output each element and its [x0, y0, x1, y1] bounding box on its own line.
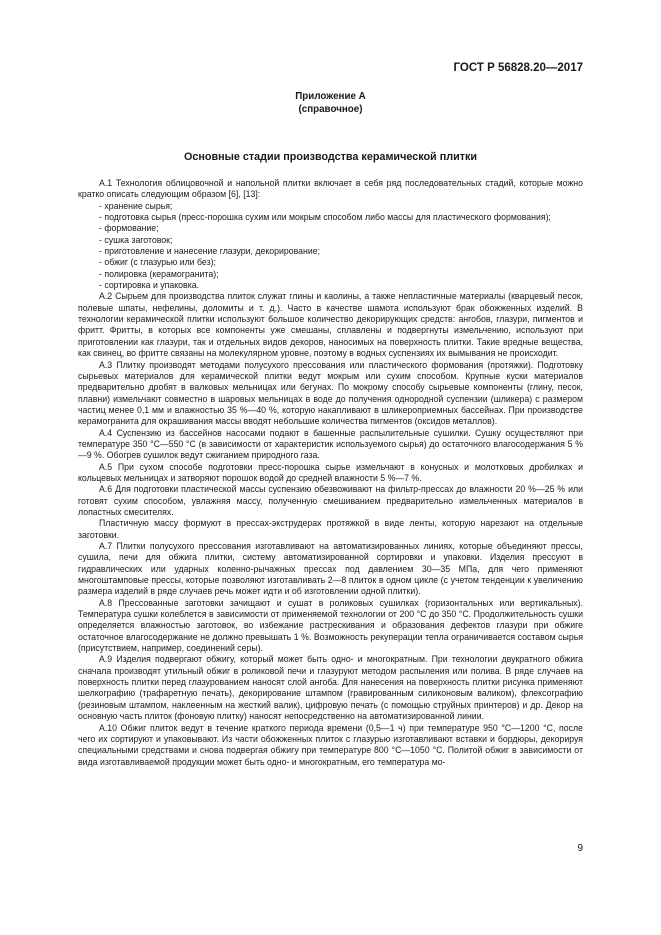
document-code: ГОСТ Р 56828.20—2017 — [453, 62, 583, 74]
list-item: - сортировка и упаковка. — [99, 280, 200, 291]
appendix-type: (справочное) — [298, 103, 363, 115]
list-item: - формование; — [99, 223, 159, 234]
paragraph-a10: А.10 Обжиг плиток ведут в течение краткого периода времени (0,5—1 ч) при температуре 950 °С—1200 °С, после чего их сортируют и упаковывают. Из части обожженных плиток с глазурью изготавливают вставки и бордюры, декорируя специальными средствами и снова подвергая обжигу при температуре 800 °С—1050 °С. Политой обжиг в зависимости от вида изготавливаемой продукции может быть одно- и многократным, его температура мо- — [78, 722, 583, 767]
paragraph-a6-continued: Пластичную массу формуют в прессах-экструдерах протяжкой в виде ленты, которую нарезают на отдельные заготовки. — [78, 518, 583, 540]
list-item: - подготовка сырья (пресс-порошка сухим или мокрым способом либо массы для пластического формования); — [99, 212, 551, 223]
appendix-label: Приложение А — [295, 91, 366, 102]
list-item: - обжиг (с глазурью или без); — [99, 257, 216, 268]
section-title: Основные стадии производства керамической плитки — [183, 151, 478, 163]
paragraph-a9: А.9 Изделия подвергают обжигу, который может быть одно- и многократным. При технологии двукратного обжига сначала производят утильный обжиг в роликовой печи и глазуруют методом распыления или полива. В ряде случаев на поверхность плитки перед глазурованием наносят слой ангоба. Для нанесения на поверхность плитки рисунка применяют шелкографию (трафаретную печать), декорирование штампом (гравированным силиконовым валиком), флексографию (резиновым штампом, наклеенным на жесткий валик), цифровую печать (с помощью струйных принтеров) и др. Декор на основную часть плиток (фоновую плитку) наносят непосредственно на автоматизированной линии. — [78, 654, 583, 722]
document-body — [78, 178, 583, 768]
paragraph-a4: А.4 Суспензию из бассейнов насосами подают в башенные распылительные сушилки. Сушку осуществляют при температуре 350 °С—550 °С (в зависимости от характеристик используемого сырья) до остаточного влагосодержания 5 %—9 %. Обогрев сушилок ведут сжиганием природного газа. — [78, 427, 583, 461]
list-item: - хранение сырья; — [99, 200, 173, 211]
paragraph-a5: А.5 При сухом способе подготовки пресс-порошка сырье измельчают в конусных и молотковых дробилках и кольцевых мельницах и затворяют порошок водой до средней влажности 5 %—7 %. — [78, 461, 583, 483]
paragraph-a1: А.1 Технология облицовочной и напольной плитки включает в себя ряд последовательных стадий, которые можно кратко описать следующим образом [6], [13]: — [78, 178, 583, 200]
list-item: - сушка заготовок; — [99, 234, 173, 245]
page-number: 9 — [577, 843, 583, 854]
paragraph-a2: А.2 Сырьем для производства плиток служат глины и каолины, а также непластичные материалы (кварцевый песок, полевые шпаты, нефелины, доломиты и т. д.). Часто в качестве шамота используют брак обожженных изделий. В технологии керамической плитки используют большое количество декорирующих средств: ангобов, глазури, пигментов и фритт. Фритты, в которых все компоненты уже смешаны, сплавлены и подвергнуты измельчению, используют при приготовлении как глазури, так и отдельных видов декоров, наносимых на поверхность плитки. Такие вредные вещества, как свинец, во фритте связаны на молекулярном уровне, поэтому в водных суспензиях их вымывания не происходит. — [78, 291, 583, 359]
list-item: - полировка (керамогранита); — [99, 268, 219, 279]
paragraph-a7: А.7 Плитки полусухого прессования изготавливают на автоматизированных линиях, которые объединяют прессы, сушила, печи для обжига плитки, систему автоматизированной сортировки и упаковки. Изделия прессуют в гидравлических или ударных коленно-рычажных прессах под давлением 30—35 МПа, для чего применяют многоштамповые прессы, которые позволяют изготавливать 2—8 плиток в одном цикле (с учетом тенденции к увеличению размера изделий в ряде случаев речь может идти и об изготовлении одной плитки). — [78, 541, 583, 597]
appendix-heading — [0, 91, 661, 116]
paragraph-a8: А.8 Прессованные заготовки зачищают и сушат в роликовых сушилках (горизонтальных или вертикальных). Температура сушки колеблется в зависимости от применяемой технологии от 200 °С до 350 °С. Продолжительность сушки определяется влажностью заготовок, во избежание растрескивания и образования дефектов глазури при обжиге остаточное влагосодержание не должно превышать 1 %. Возможность рекуперации тепла ограничивается составом сырья (присутствием, например, соединений серы). — [78, 597, 583, 654]
paragraph-a3: А.3 Плитку производят методами полусухого прессования или пластического формования (протяжки). Подготовку сырьевых материалов для керамической плитки ведут мокрым или сухим способом. Крупные куски материалов предварительно дробят в валковых мельницах или бегунах. По мокрому способу сырьевые компоненты (глину, песок, плавни) измельчают совместно в шаровых мельницах в воде до получения однородной суспензии (шликера) с размером частиц менее 0,1 мм и влажностью 35 %—40 %, которую накапливают в шликероприемных бассейнах. При производстве керамогранита для окрашивания массы вводят небольшие количества пигментов (оксидов металлов). — [78, 359, 583, 427]
paragraph-a6: А.6 Для подготовки пластической массы суспензию обезвоживают на фильтр-прессах до влажности 20 %—25 % или готовят сухим способом, увлажняя массу, полученную смешиванием предварительно измельченных материалов в лопастных смесителях. — [78, 484, 583, 517]
list-item: - приготовление и нанесение глазури, декорирование; — [99, 246, 321, 257]
